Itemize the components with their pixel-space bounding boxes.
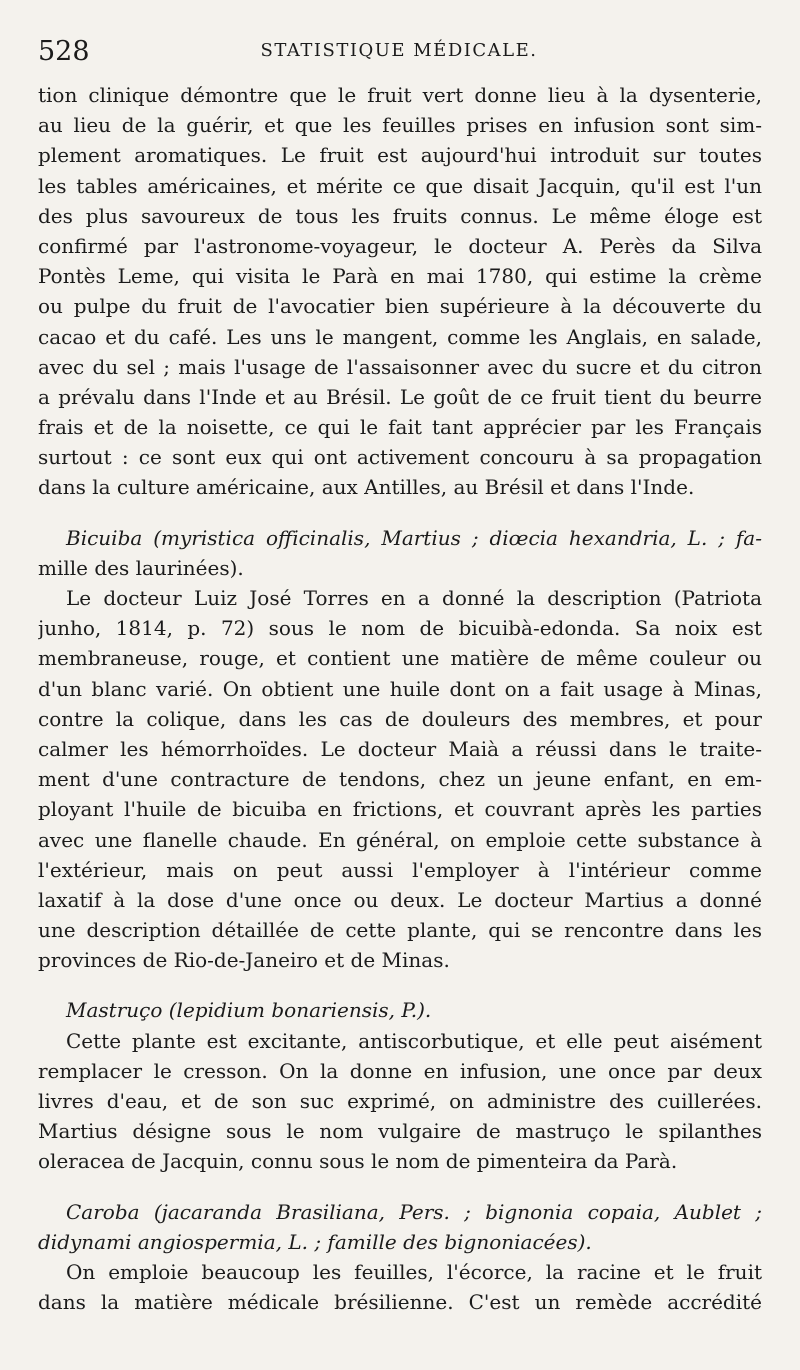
text-line: livres d'eau, et de son suc exprimé, on administre des cuillerées. [38,1089,762,1113]
page-header [38,36,760,70]
body-text [38,80,762,1317]
text-line: a prévalu dans l'Inde et au Brésil. Le goût de ce fruit tient du beurre [38,384,762,409]
entry-heading-caroba [38,1197,762,1257]
paragraph-avocatier [38,80,762,503]
entry-heading-bicuiba [38,523,762,583]
paragraph-bicuiba [38,583,762,975]
text-line: une description détaillée de cette plante, qui se rencontre dans les [38,918,762,943]
text-line: calmer les hémorrhoïdes. Le docteur Maià a réussi dans le traite- [38,736,762,761]
text-line: Cette plante est excitante, antiscorbutique, et elle peut aisément [66,1028,762,1053]
text-line: Le docteur Luiz José Torres en a donné la description (Patriota [66,586,762,610]
text-line: contre la colique, dans les cas de douleurs des membres, et pour [38,706,762,731]
text-line: provinces de Rio-de-Janeiro et de Minas. [38,948,450,973]
entry-heading-mastruco [38,995,762,1025]
text-line: remplacer le cresson. On la donne en infusion, une once par deux [38,1058,762,1083]
text-line: tion clinique démontre que le fruit vert donne lieu à la dysenterie, [38,83,762,107]
text-line: Martius désigne sous le nom vulgaire de mastruço le spilanthes [38,1119,762,1144]
text-line: plement aromatiques. Le fruit est aujourd'hui introduit sur toutes [38,143,762,168]
text-line: dans la matière médicale brésilienne. C'est un remède accrédité [38,1290,762,1315]
text-line: l'extérieur, mais on peut aussi l'employer à l'intérieur comme [38,857,762,882]
text-line: cacao et du café. Les uns le mangent, comme les Anglais, en salade, [38,324,762,349]
text-line: surtout : ce sont eux qui ont activement concouru à sa propagation [38,445,762,470]
text-line: junho, 1814, p. 72) sous le nom de bicuibà-edonda. Sa noix est [38,616,762,641]
text-line: didynami angiospermia, L. ; famille des bignoniacées). [38,1229,592,1254]
text-line: ployant l'huile de bicuiba en frictions, et couvrant après les parties [38,797,762,822]
text-line: Caroba (jacaranda Brasiliana, Pers. ; bignonia copaia, Aublet ; [66,1199,762,1224]
running-title: STATISTIQUE MÉDICALE. [260,40,538,61]
text-line: ment d'une contracture de tendons, chez un jeune enfant, en em- [38,767,762,792]
text-line: mille des laurinées). [38,555,244,580]
text-line: Pontès Leme, qui visita le Parà en mai 1780, qui estime la crème [38,264,762,289]
text-line: oleracea de Jacquin, connu sous le nom de pimenteira da Parà. [38,1149,678,1174]
text-line: avec du sel ; mais l'usage de l'assaisonner avec du sucre et du citron [38,354,762,379]
paragraph-caroba [38,1257,762,1317]
text-line: frais et de la noisette, ce qui le fait tant apprécier par les Français [38,415,762,440]
text-line: dans la culture américaine, aux Antilles, au Brésil et dans l'Inde. [38,475,695,500]
text-line: avec une flanelle chaude. En général, on emploie cette substance à [38,827,762,852]
paragraph-mastruco [38,1026,762,1177]
text-line: au lieu de la guérir, et que les feuilles prises en infusion sont sim- [38,113,762,138]
text-line: ou pulpe du fruit de l'avocatier bien supérieure à la découverte du [38,294,762,319]
text-line: d'un blanc varié. On obtient une huile dont on a fait usage à Minas, [38,676,762,701]
text-line: laxatif à la dose d'une once ou deux. Le docteur Martius a donné [38,887,762,912]
text-line: Bicuiba (myristica officinalis, Martius ; diœcia hexandria, L. ; fa- [66,525,762,550]
page-number: 528 [38,36,90,67]
text-line: On emploie beaucoup les feuilles, l'écorce, la racine et le fruit [66,1259,762,1284]
text-line: Mastruço (lepidium bonariensis, P.). [66,998,432,1023]
text-line: membraneuse, rouge, et contient une matière de même couleur ou [38,646,762,671]
text-line: les tables américaines, et mérite ce que disait Jacquin, qu'il est l'un [38,173,762,198]
text-line: confirmé par l'astronome-voyageur, le docteur A. Perès da Silva [38,233,762,258]
text-line: des plus savoureux de tous les fruits connus. Le même éloge est [38,203,762,228]
